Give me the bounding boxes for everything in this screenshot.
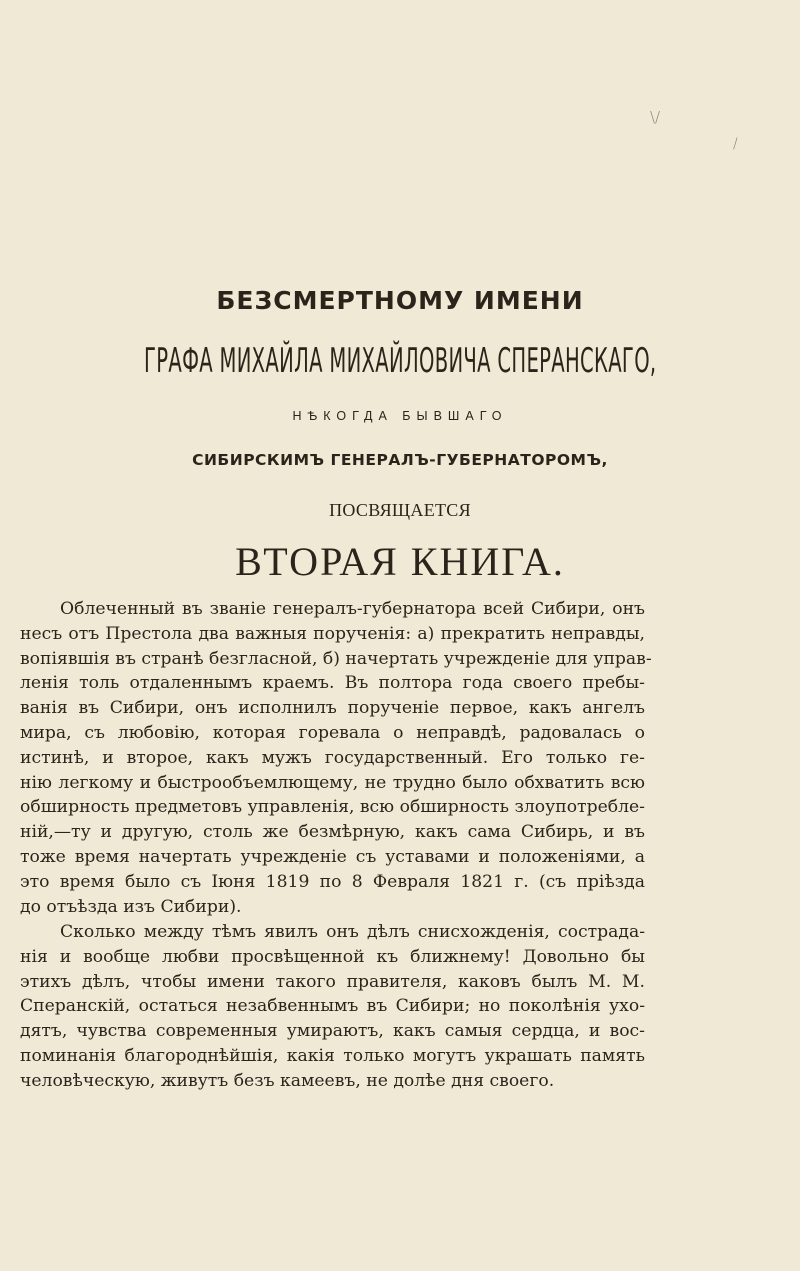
text-line: ванія въ Сибири, онъ исполнилъ порученіе первое, какъ ангелъ: [20, 698, 645, 719]
text-line: мира, съ любовію, которая горевала о неправдѣ, радовалась о: [20, 722, 645, 743]
dedication-title: СИБИРСКИМЪ ГЕНЕРАЛЪ-ГУБЕРНАТОРОМЪ,: [192, 451, 608, 469]
body-paragraph-1: [20, 597, 652, 919]
text-line: поминанія благороднѣйшія, какія только могутъ украшать память: [20, 1045, 645, 1066]
dedication-formerly: НѢКОГДА БЫВШАГО: [292, 409, 508, 423]
dedication-dedicated: ПОСВЯЩАЕТСЯ: [329, 500, 471, 520]
text-line: этихъ дѣлъ, чтобы имени такого правителя, каковъ былъ М. М.: [20, 971, 645, 992]
text-line: несъ отъ Престола два важныя порученія: а) прекратить неправды,: [20, 623, 645, 644]
text-line: это время было съ Іюня 1819 по 8 Февраля 1821 г. (съ пріѣзда: [20, 871, 645, 892]
text-line: вопіявшія въ странѣ безгласной, б) начертать учрежденіе для управ-: [20, 648, 652, 669]
book-title: ВТОРАЯ КНИГА.: [235, 539, 565, 584]
dedication-heading: БЕЗСМЕРТНОМУ ИМЕНИ: [216, 286, 584, 315]
text-line: ленія толь отдаленнымъ краемъ. Въ полтора года своего пребы-: [20, 673, 645, 694]
text-line: Облеченный въ званіе генералъ-губернатора всей Сибири, онъ: [60, 599, 645, 619]
text-line: Сперанскій, остаться незабвеннымъ въ Сибири; но поколѣнія ухо-: [20, 996, 645, 1017]
text-line: истинѣ, и второе, какъ мужъ государственный. Его только ге-: [20, 747, 645, 768]
text-line: дятъ, чувства современныя умираютъ, какъ самыя сердца, и вос-: [20, 1021, 645, 1042]
pencil-stroke-mark: /: [733, 136, 738, 152]
text-line: ній,—ту и другую, столь же безмѣрную, какъ сама Сибирь, и въ: [20, 822, 645, 843]
text-line: нію легкому и быстрообъемлющему, не трудно было обхватить всю: [20, 772, 645, 793]
text-line: тоже время начертать учрежденіе съ уставами и положеніями, а: [20, 846, 645, 867]
text-line: Сколько между тѣмъ явилъ онъ дѣлъ снисхожденія, сострада-: [60, 922, 645, 942]
text-line: до отъѣзда изъ Сибири).: [20, 896, 242, 917]
pencil-check-mark: \/: [650, 108, 661, 126]
text-line: человѣческую, живутъ безъ камеевъ, не долѣе дня своего.: [20, 1070, 555, 1091]
text-line: нія и вообще любви просвѣщенной къ ближнему! Довольно бы: [20, 946, 645, 967]
body-paragraph-2: [20, 920, 645, 1094]
text-line: обширность предметовъ управленія, всю обширность злоупотребле-: [20, 797, 645, 818]
dedication-name: ГРАФА МИХАЙЛА МИХАЙЛОВИЧА СПЕРАНСКАГО,: [144, 341, 657, 381]
